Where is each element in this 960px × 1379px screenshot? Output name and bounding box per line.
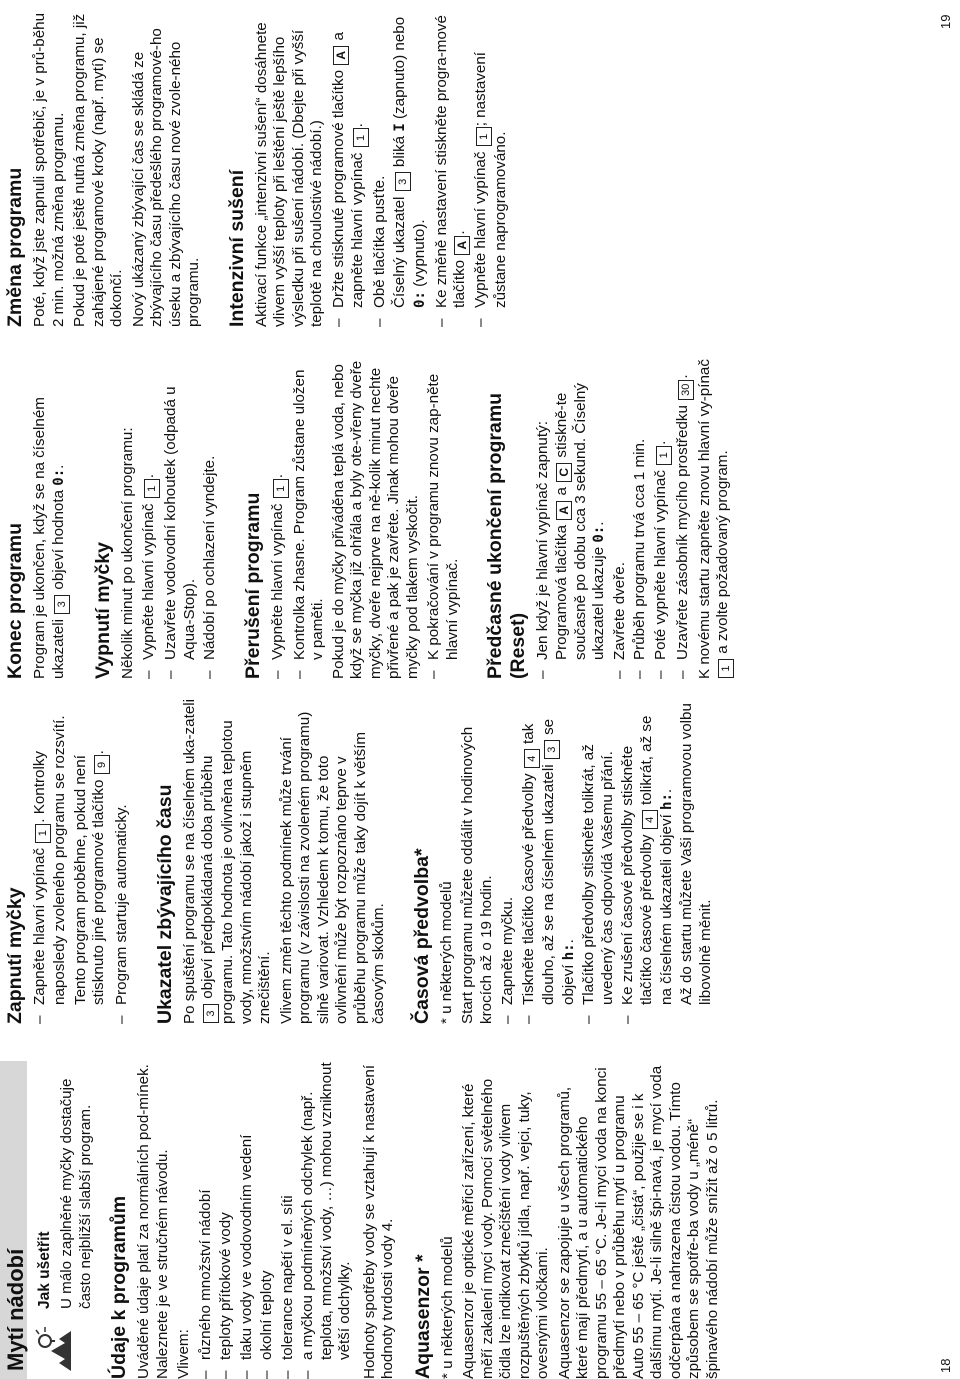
text: a — [552, 482, 570, 500]
zmena-p1: Poté, když jste zapnuli spotřebič, je v prů-běhu 2 min. možná změna programu. — [31, 12, 67, 327]
section-title-intenzivni: Intenzivní sušení — [225, 169, 248, 327]
list-item: – teploty přítokové vody — [217, 1061, 236, 1379]
key-label: A — [556, 501, 572, 520]
list-item: – Obě tlačítka pusťte. — [371, 7, 390, 327]
text: Držte stisknuté programové tlačítko — [329, 65, 347, 308]
tip-text — [35, 1061, 98, 1317]
zapnuti-list-2 — [113, 699, 132, 1024]
preruseni-list — [269, 359, 328, 679]
list-item: – Program startuje automaticky. — [113, 699, 132, 1024]
display-symbol: 0: — [50, 468, 67, 486]
text: . — [590, 521, 607, 526]
section-title-udaje: Údaje k programům — [108, 1195, 130, 1379]
list-item: – Kontrolka zhasne. Program zůstane uložen v paměti. — [291, 359, 328, 679]
reset-p1 — [696, 359, 735, 679]
list-item: – tolerance napětí v el. síti — [279, 1061, 298, 1379]
key-label: 9 — [94, 755, 110, 774]
display-symbol: h: — [560, 943, 577, 961]
tip-heading: Jak ušetřit — [36, 1231, 53, 1309]
text: Číselný ukazatel — [391, 192, 408, 308]
tip-box — [35, 1061, 98, 1379]
key-label: 1 — [353, 128, 369, 147]
list-item — [674, 359, 694, 679]
text: Program je ukončen, když se na číselném ukazateli — [31, 397, 67, 679]
aqua-p1: Aquasenzor je optické měřicí zařízení, které měří zakalení mycí vody. Pomocí světelného čidla lze indikovat znečištění vody vlivem rozpuštěných zbytků jídla, např. vejci, tuky, ovesnými vločkami. — [460, 1078, 551, 1379]
casova-end: Až do startu můžete Vaši programovou volbu libovolně měnit. — [678, 703, 714, 1005]
lightbulb-saving-icon — [35, 1317, 75, 1379]
aqua-p2: Aquasenzor se zapojuje u všech programů, které mají předmytí, a u automatického programu 55 – 65 °C. Je-li mycí voda na konci předmytí nebo v průběhu mytí u programu Auto 55 – 65 °C ještě „čistá“, použije se i k dalšímu mytí. Je-li silně špi-navá, je mycí voda odčerpána a nahrazena čistou vodou. Tímto způsobem se spotře-ba vody u „méně“ špinavého nádobí může snížit až o 5 litrů. — [555, 1065, 721, 1379]
section-title-casova: Časová předvolba* — [410, 848, 433, 1024]
list-item — [534, 359, 609, 679]
text: a zapněte hlavní vypínač — [329, 32, 366, 308]
list-item — [433, 7, 471, 327]
casova-intro: Start programu můžete oddálit v hodinových krocích až o 19 hodin. — [459, 726, 495, 1024]
zmena-p3: Nový ukázaný zbývající čas se skládá ze zbývajícího času předešlého programové-ho úseku a zbývajícího času nové zvole-ného programu. — [129, 28, 202, 327]
text: . — [49, 464, 67, 469]
text: . — [140, 474, 157, 479]
text: ; nastavení zůstane naprogramováno. — [472, 51, 509, 308]
list-item — [472, 7, 511, 327]
section-title-ukazatel: Ukazatel zbývajícího času — [153, 784, 176, 1024]
key-label: 3 — [203, 1004, 219, 1023]
zapnuti-sub — [72, 699, 111, 1024]
text: . — [451, 230, 468, 235]
casova-footnote: * u některých modelů — [437, 881, 455, 1024]
left-page-column-1 — [0, 1061, 725, 1379]
text: . Kontrolky naposledy zvoleného programu se rozsvítí. — [31, 715, 68, 1005]
key-label: 1 — [35, 824, 51, 843]
text: se objeví — [539, 718, 577, 1005]
text: K novému startu zapněte znovu hlavní vy-pínač — [695, 359, 713, 679]
vypnuti-intro: Několik minut po ukončení programu: — [118, 427, 136, 679]
intenzivni-list-2 — [433, 7, 511, 327]
text: Po spuštění programu se na číselném uka-zateli — [180, 698, 198, 1024]
list-item: – Zapněte myčku. — [499, 699, 518, 1024]
list-item: – Zavřete dveře. — [611, 359, 630, 679]
text: bliká — [391, 131, 408, 172]
right-page-column-1 — [0, 359, 737, 679]
text: Ke zrušení časové předvolby stiskněte tlačítko časové předvolby — [619, 745, 655, 1005]
key-label: 1 — [718, 659, 734, 678]
tip-body: U málo zaplněné myčky dostačuje často nejbližší slabší program. — [58, 1078, 94, 1309]
text: (vypnuto). — [411, 219, 428, 292]
text: a zvolte požadovaný program. — [714, 450, 731, 658]
key-label: 1 — [476, 127, 492, 146]
section-title-konec: Konec programu — [4, 522, 26, 679]
section-title-vypnuti: Vypnutí myčky — [91, 542, 114, 679]
text: . — [651, 440, 669, 445]
display-symbol: 0: — [591, 525, 607, 543]
preruseni-p1: Pokud je do myčky přiváděna teplá voda, nebo když se myčka již ohřála a byly ote-vřeny dveře myčky, dveře nejprve na ně-kolik minut nechte přivřené a pak je zavřete. Jinak mohou dveře myčky pod tlakem vyskočit. — [329, 360, 421, 679]
page-18 — [0, 689, 960, 1379]
key-label: 3 — [54, 595, 70, 614]
page-number-right: 19 — [938, 14, 953, 29]
key-label: A — [454, 236, 470, 255]
list-item — [330, 7, 369, 327]
intenzivni-list — [330, 7, 390, 327]
key-label: 1 — [273, 479, 289, 498]
section-title-zmena: Změna programu — [4, 167, 26, 327]
page-header: Mytí nádobí — [0, 1061, 27, 1379]
section-title-reset: Předčasné ukončení programu (Reset) — [484, 392, 529, 679]
list-item — [140, 359, 160, 679]
intenzivni-p1: Aktivací funkce „intenzivní sušení“ dosáhnete vlivem vyšší teploty při leštění ještě lepšího výsledku při sušení nádobí. (Dbejte při vyšší teplotě na choulostivé nádobí.) — [252, 22, 325, 327]
list-item — [619, 699, 676, 1024]
reset-list — [534, 359, 694, 679]
text: stiskně-te současně po dobu cca 3 sekund. Číselný ukazatel ukazuje — [552, 383, 607, 660]
key-label: C — [556, 463, 572, 482]
key-label: 3 — [544, 740, 560, 759]
page-number-left: 18 — [938, 1358, 953, 1373]
list-item: – a myčkou podmíněných odchylek (např. teplota, množství vody, …) mohou vzniknout větší odchylky. — [299, 1061, 355, 1379]
list-item: – Uzavřete vodovodní kohoutek (odpadá u Aqua-Stop). — [162, 359, 199, 679]
list-item — [652, 359, 672, 679]
casova-list — [499, 699, 676, 1024]
text: . — [348, 123, 366, 128]
left-page-column-2 — [0, 699, 718, 1024]
key-label: 4 — [642, 810, 658, 829]
key-label: 1 — [656, 446, 672, 465]
list-item: – Tlačítko předvolby stiskněte tolikrát, až uvedený čas odpovídá Vašemu přání. — [580, 699, 617, 1024]
text: Uzavřete zásobník mycího prostředku — [673, 400, 691, 660]
text: (zapnuto) nebo — [391, 16, 408, 124]
text: Tento program proběhne, pokud není stisknuto jiné programové tlačítko — [71, 755, 107, 1005]
display-symbol: 0: — [412, 291, 428, 308]
key-label: 3 — [395, 172, 411, 191]
key-label: 30 — [678, 380, 694, 400]
text: Zapněte hlavní vypínač — [31, 843, 48, 1005]
text: . — [559, 939, 577, 944]
list-item: – Nádobí po ochlazení vyndejte. — [201, 359, 220, 679]
text: . — [657, 788, 675, 794]
text: Ke změně nastavení stiskněte progra-mové tlačítko — [432, 15, 468, 308]
text: Vypněte hlavní vypínač — [472, 147, 489, 308]
text: Jen když je hlavní vypínač zapnutý: Programová tlačítka — [534, 421, 570, 660]
list-item: – Průběh programu trvá cca 1 min. — [631, 359, 650, 679]
section-title-preruseni: Přerušení programu — [241, 492, 264, 679]
zapnuti-list — [31, 699, 70, 1024]
text: objeví hodnota — [49, 485, 67, 594]
text: objeví předpokládaná doba průběhu programu. Tato hodnota je ovlivněna teplotou vody, množstvím nádobí jakož i stupněm znečištění. — [199, 720, 273, 1024]
display-symbol: h: — [658, 793, 675, 810]
text: tolikrát, až se na číselném ukazateli objeví — [637, 715, 675, 1005]
text: Poté vypněte hlavní vypínač — [651, 465, 669, 660]
section-title-aquasenzor: Aquasenzor * — [411, 1254, 434, 1379]
text: Vypněte hlavní vypínač — [140, 499, 157, 660]
list-item — [520, 699, 579, 1024]
list-item — [31, 699, 70, 1024]
text: Vypněte hlavní vypínač — [268, 499, 286, 660]
list-item: – tlaku vody ve vodovodním vedení — [238, 1061, 257, 1379]
preruseni-list-2 — [425, 359, 462, 679]
key-label: 4 — [524, 749, 540, 768]
list-item: – K pokračování v programu znovu zap-něte hlavní vypínač. — [425, 359, 462, 679]
text: . — [90, 750, 107, 755]
list-item: – různého množství nádobí — [197, 1061, 216, 1379]
text: tak dlouho, až se na číselném ukazateli — [519, 723, 557, 1005]
ukazatel-p1 — [181, 699, 275, 1024]
text: . — [673, 374, 691, 379]
udaje-vlivem: Vlivem: — [175, 1329, 192, 1379]
right-page-column-2 — [0, 7, 513, 327]
display-symbol: I — [392, 123, 408, 132]
zmena-p2: Pokud je poté ještě nutná změna programu, již zahájené programové kroky (např. mytí) se dokončí. — [71, 13, 125, 327]
udaje-note: Hodnoty spotřeby vody se vztahují k nastavení hodnoty tvrdosti vody 4. — [360, 1064, 396, 1379]
konec-p1 — [31, 359, 70, 679]
list-item: – okolní teploty — [258, 1061, 277, 1379]
key-label: A — [333, 46, 349, 65]
text: . — [268, 474, 286, 479]
section-title-zapnuti: Zapnutí myčky — [4, 887, 26, 1024]
page-19 — [0, 0, 960, 679]
text: Tiskněte tlačítko časové předvolby — [519, 769, 537, 1005]
ukazatel-p2: Vlivem změn těchto podmínek může trvání programu (v závislosti na zvoleném programu) silně variovat. Vzhledem k tomu, že toto ovlivnění může být rozpoznáno teprve v průběhu programu může taky dojít k větším časovým skokům. — [277, 711, 387, 1024]
intenzivni-p2 — [391, 7, 430, 327]
udaje-list — [197, 1061, 355, 1379]
udaje-intro: Uváděné údaje platí za normálních pod-mínek. Naleznete je ve stručném návodu. — [135, 1064, 171, 1379]
key-label: 1 — [144, 479, 160, 498]
vypnuti-list — [140, 359, 220, 679]
list-item — [269, 359, 289, 679]
aqua-footnote: * u některých modelů — [438, 1236, 456, 1379]
